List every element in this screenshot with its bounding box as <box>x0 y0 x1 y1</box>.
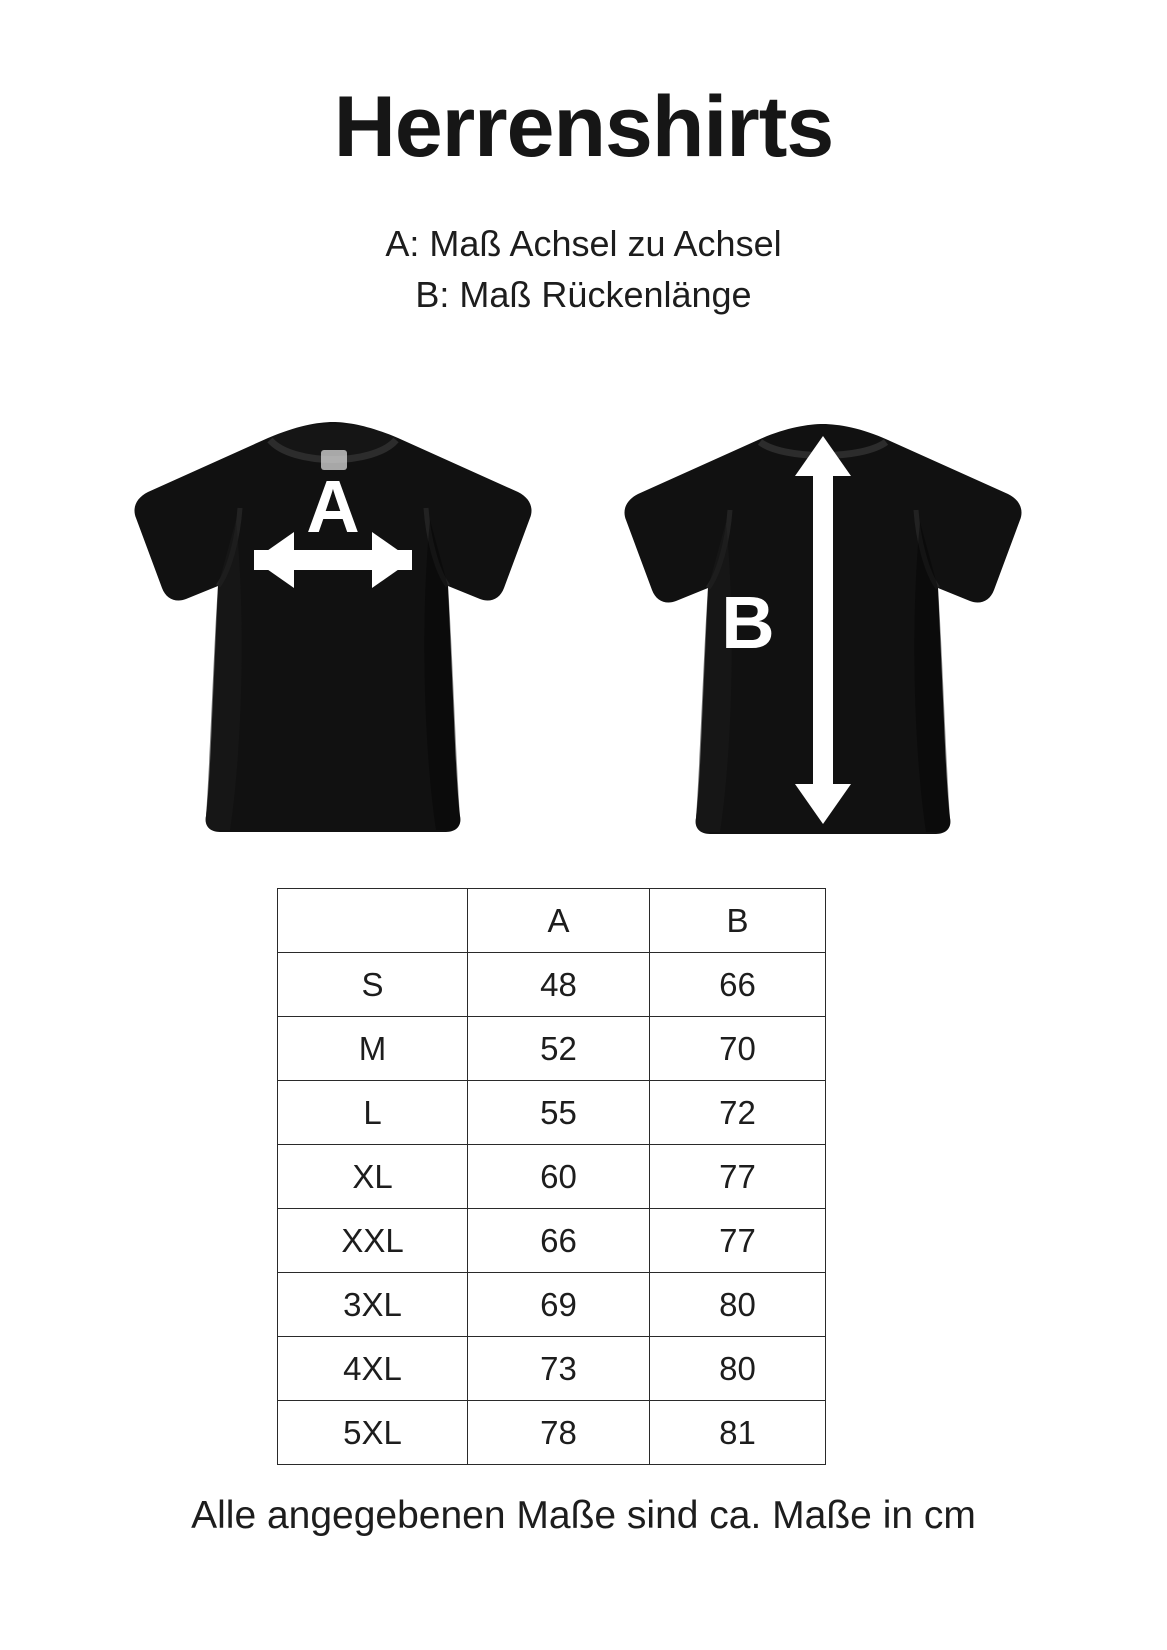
cell-a: 69 <box>468 1273 650 1337</box>
cell-b: 70 <box>650 1017 826 1081</box>
cell-b: 66 <box>650 953 826 1017</box>
cell-size: 4XL <box>278 1337 468 1401</box>
cell-size: XXL <box>278 1209 468 1273</box>
legend-line-a: A: Maß Achsel zu Achsel <box>385 223 782 264</box>
table-row <box>278 1081 826 1145</box>
cell-size: XL <box>278 1145 468 1209</box>
cell-size: L <box>278 1081 468 1145</box>
legend <box>0 218 1167 320</box>
table-header-size <box>278 889 468 953</box>
shirt-front-illustration <box>118 420 548 845</box>
cell-a: 55 <box>468 1081 650 1145</box>
cell-size: S <box>278 953 468 1017</box>
table-header-b: B <box>650 889 826 953</box>
legend-line-b: B: Maß Rückenlänge <box>415 274 752 316</box>
cell-a: 60 <box>468 1145 650 1209</box>
cell-a: 66 <box>468 1209 650 1273</box>
size-table-wrapper <box>277 888 825 1465</box>
cell-a: 48 <box>468 953 650 1017</box>
footnote: Alle angegebenen Maße sind ca. Maße in cm <box>191 1494 976 1537</box>
cell-a: 78 <box>468 1401 650 1465</box>
cell-a: 52 <box>468 1017 650 1081</box>
shirt-diagrams <box>0 420 1167 850</box>
front-measure-label: A <box>306 465 360 548</box>
table-header-a: A <box>468 889 650 953</box>
size-table <box>277 888 826 1465</box>
cell-size: M <box>278 1017 468 1081</box>
table-row <box>278 1209 826 1273</box>
cell-size: 5XL <box>278 1401 468 1465</box>
table-row <box>278 1273 826 1337</box>
table-row <box>278 953 826 1017</box>
cell-b: 77 <box>650 1145 826 1209</box>
cell-b: 72 <box>650 1081 826 1145</box>
shirt-back-illustration <box>608 420 1038 845</box>
cell-size: 3XL <box>278 1273 468 1337</box>
table-row <box>278 1401 826 1465</box>
cell-b: 80 <box>650 1273 826 1337</box>
cell-b: 80 <box>650 1337 826 1401</box>
cell-a: 73 <box>468 1337 650 1401</box>
cell-b: 77 <box>650 1209 826 1273</box>
table-row <box>278 1017 826 1081</box>
table-row <box>278 1337 826 1401</box>
cell-b: 81 <box>650 1401 826 1465</box>
back-measure-label: B <box>721 581 775 664</box>
table-header-row <box>278 889 826 953</box>
table-row <box>278 1145 826 1209</box>
page-title: Herrenshirts <box>333 79 834 175</box>
